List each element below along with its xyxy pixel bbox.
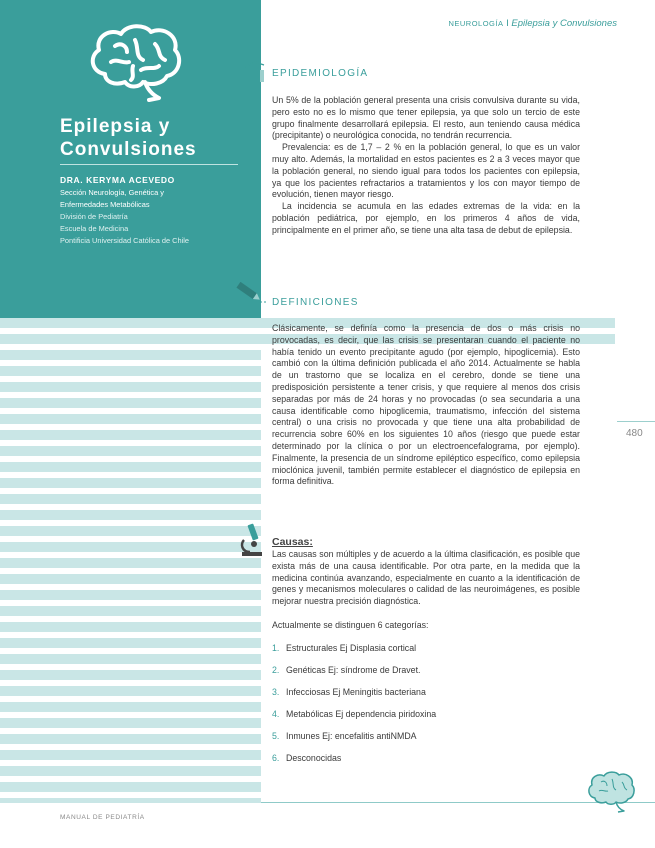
list-text: Desconocidas <box>286 753 342 763</box>
causas-list <box>272 642 572 774</box>
list-item <box>272 664 572 686</box>
paragraph: Un 5% de la población general presenta una crisis convulsiva durante su vida, pero esto no es lo mismo que tener epilepsia, ya que solo un tercio de este grupo finalmente desarrollará epilepsia. El resto, aun teniendo causa médica (precipitante) o neurológica conocida, no tendrán recurrencia. <box>272 95 580 141</box>
list-text: Estructurales Ej Displasia cortical <box>286 643 417 653</box>
footer-text: MANUAL DE PEDIATRÍA <box>60 814 145 821</box>
section-title-causas: Causas: <box>272 536 313 548</box>
microscope-icon <box>238 522 266 558</box>
list-number: 4. <box>272 709 280 719</box>
running-header <box>448 18 617 29</box>
list-text: Infecciosas Ej Meningitis bacteriana <box>286 687 426 697</box>
paragraph: Clásicamente, se definía como la presencia de dos o más crisis no provocadas, es decir, que las crisis se presentaran cuando el paciente no había tenido un evento precipitante agudo (por ejemplo, hipoglicemia). Esto cambió con la última definición publicada el año 2014. Actualmente se habla de un trastorno que se localiza en el cerebro, donde se tiene una predisposición persistente a tener crisis, y que requiere al menos dos crisis separadas por más de 24 horas y no provocadas (o sea secundaria a una causa identificable como hipoglicemia, traumatismo, infección del sistema central) o una crisis no provocada y que tiene una alta probabilidad de recurrencia sobre 60% en los siguientes 10 años (riesgo que puede estar determinado por la clínica o por un electroencefalograma, por ejemplo). Finalmente, la presencia de un síndrome epiléptico específico, como epilepsia mioclónica juvenil, también permite establecer el diagnóstico de epilepsia en forma definitiva. <box>272 323 580 487</box>
affiliation-line: Sección Neurología, Genética y <box>60 188 164 197</box>
decorative-stripes <box>0 318 261 802</box>
author-name: DRA. KERYMA ACEVEDO <box>60 175 175 185</box>
paragraph: La incidencia se acumula en las edades extremas de la vida: en la población pediátrica, por ejemplo, en los primeros 4 años de vida, principalmente en el primer año, se tiene una alta tasa de debut de epilepsia. <box>272 201 580 235</box>
affiliation-line: División de Pediatría <box>60 212 128 221</box>
pencil-icon <box>234 282 270 306</box>
list-text: Metabólicas Ej dependencia piridoxina <box>286 709 437 719</box>
list-item <box>272 730 572 752</box>
header-separator: I <box>506 18 509 29</box>
list-item <box>272 642 572 664</box>
author-affiliations <box>60 187 189 247</box>
list-text: Inmunes Ej: encefalitis antiNMDA <box>286 731 417 741</box>
affiliation-line: Escuela de Medicina <box>60 224 129 233</box>
brain-small-icon <box>585 770 637 816</box>
header-subtitle: Epilepsia y Convulsiones <box>511 18 617 29</box>
list-text: Genéticas Ej: síndrome de Dravet. <box>286 665 421 675</box>
epidemiologia-body <box>272 95 580 237</box>
page-number: 480 <box>626 428 643 439</box>
definiciones-body <box>272 323 580 488</box>
header-section: NEUROLOGÍA <box>448 19 504 28</box>
section-title-epidemiologia: EPIDEMIOLOGÍA <box>272 68 369 79</box>
list-item <box>272 686 572 708</box>
paragraph: Las causas son múltiples y de acuerdo a la última clasificación, es posible que exista más de una causa identificable. Por otra parte, en la medida que la medicina continúa avanzando, especialmente en cuanto a la identificación de genes y mecanismos moleculares o calidad de las neuroimágenes, es posible mejorar nuestra precisión diagnóstica. <box>272 549 580 607</box>
causas-body <box>272 549 580 608</box>
list-item <box>272 752 572 774</box>
title-divider <box>60 164 238 165</box>
page-number-rule <box>617 421 655 422</box>
footer-rule-left <box>0 802 261 803</box>
list-number: 3. <box>272 687 280 697</box>
list-number: 6. <box>272 753 280 763</box>
section-title-definiciones: DEFINICIONES <box>272 297 359 308</box>
title-line: Convulsiones <box>60 139 197 160</box>
paragraph: Prevalencia: es de 1,7 – 2 % en la población general, lo que es un valor muy alto. Además, la mortalidad en estos pacientes es 2 a 3 veces mayor que la población general, no siendo igual para todos los pacientes con epilepsia, ya que los pacientes refractarios a tratamientos y los con mayor tiempo de evolución, tienen mayor riesgo. <box>272 142 580 200</box>
bar-chart-icon <box>240 60 268 82</box>
list-number: 1. <box>272 643 280 653</box>
list-number: 5. <box>272 731 280 741</box>
brain-icon <box>85 22 185 104</box>
affiliation-line: Pontificia Universidad Católica de Chile <box>60 236 189 245</box>
title-line: Epilepsia y <box>60 116 171 137</box>
affiliation-line: Enfermedades Metabólicas <box>60 200 150 209</box>
list-number: 2. <box>272 665 280 675</box>
causas-intro: Actualmente se distinguen 6 categorías: <box>272 620 429 630</box>
list-item <box>272 708 572 730</box>
page-title <box>60 115 197 161</box>
